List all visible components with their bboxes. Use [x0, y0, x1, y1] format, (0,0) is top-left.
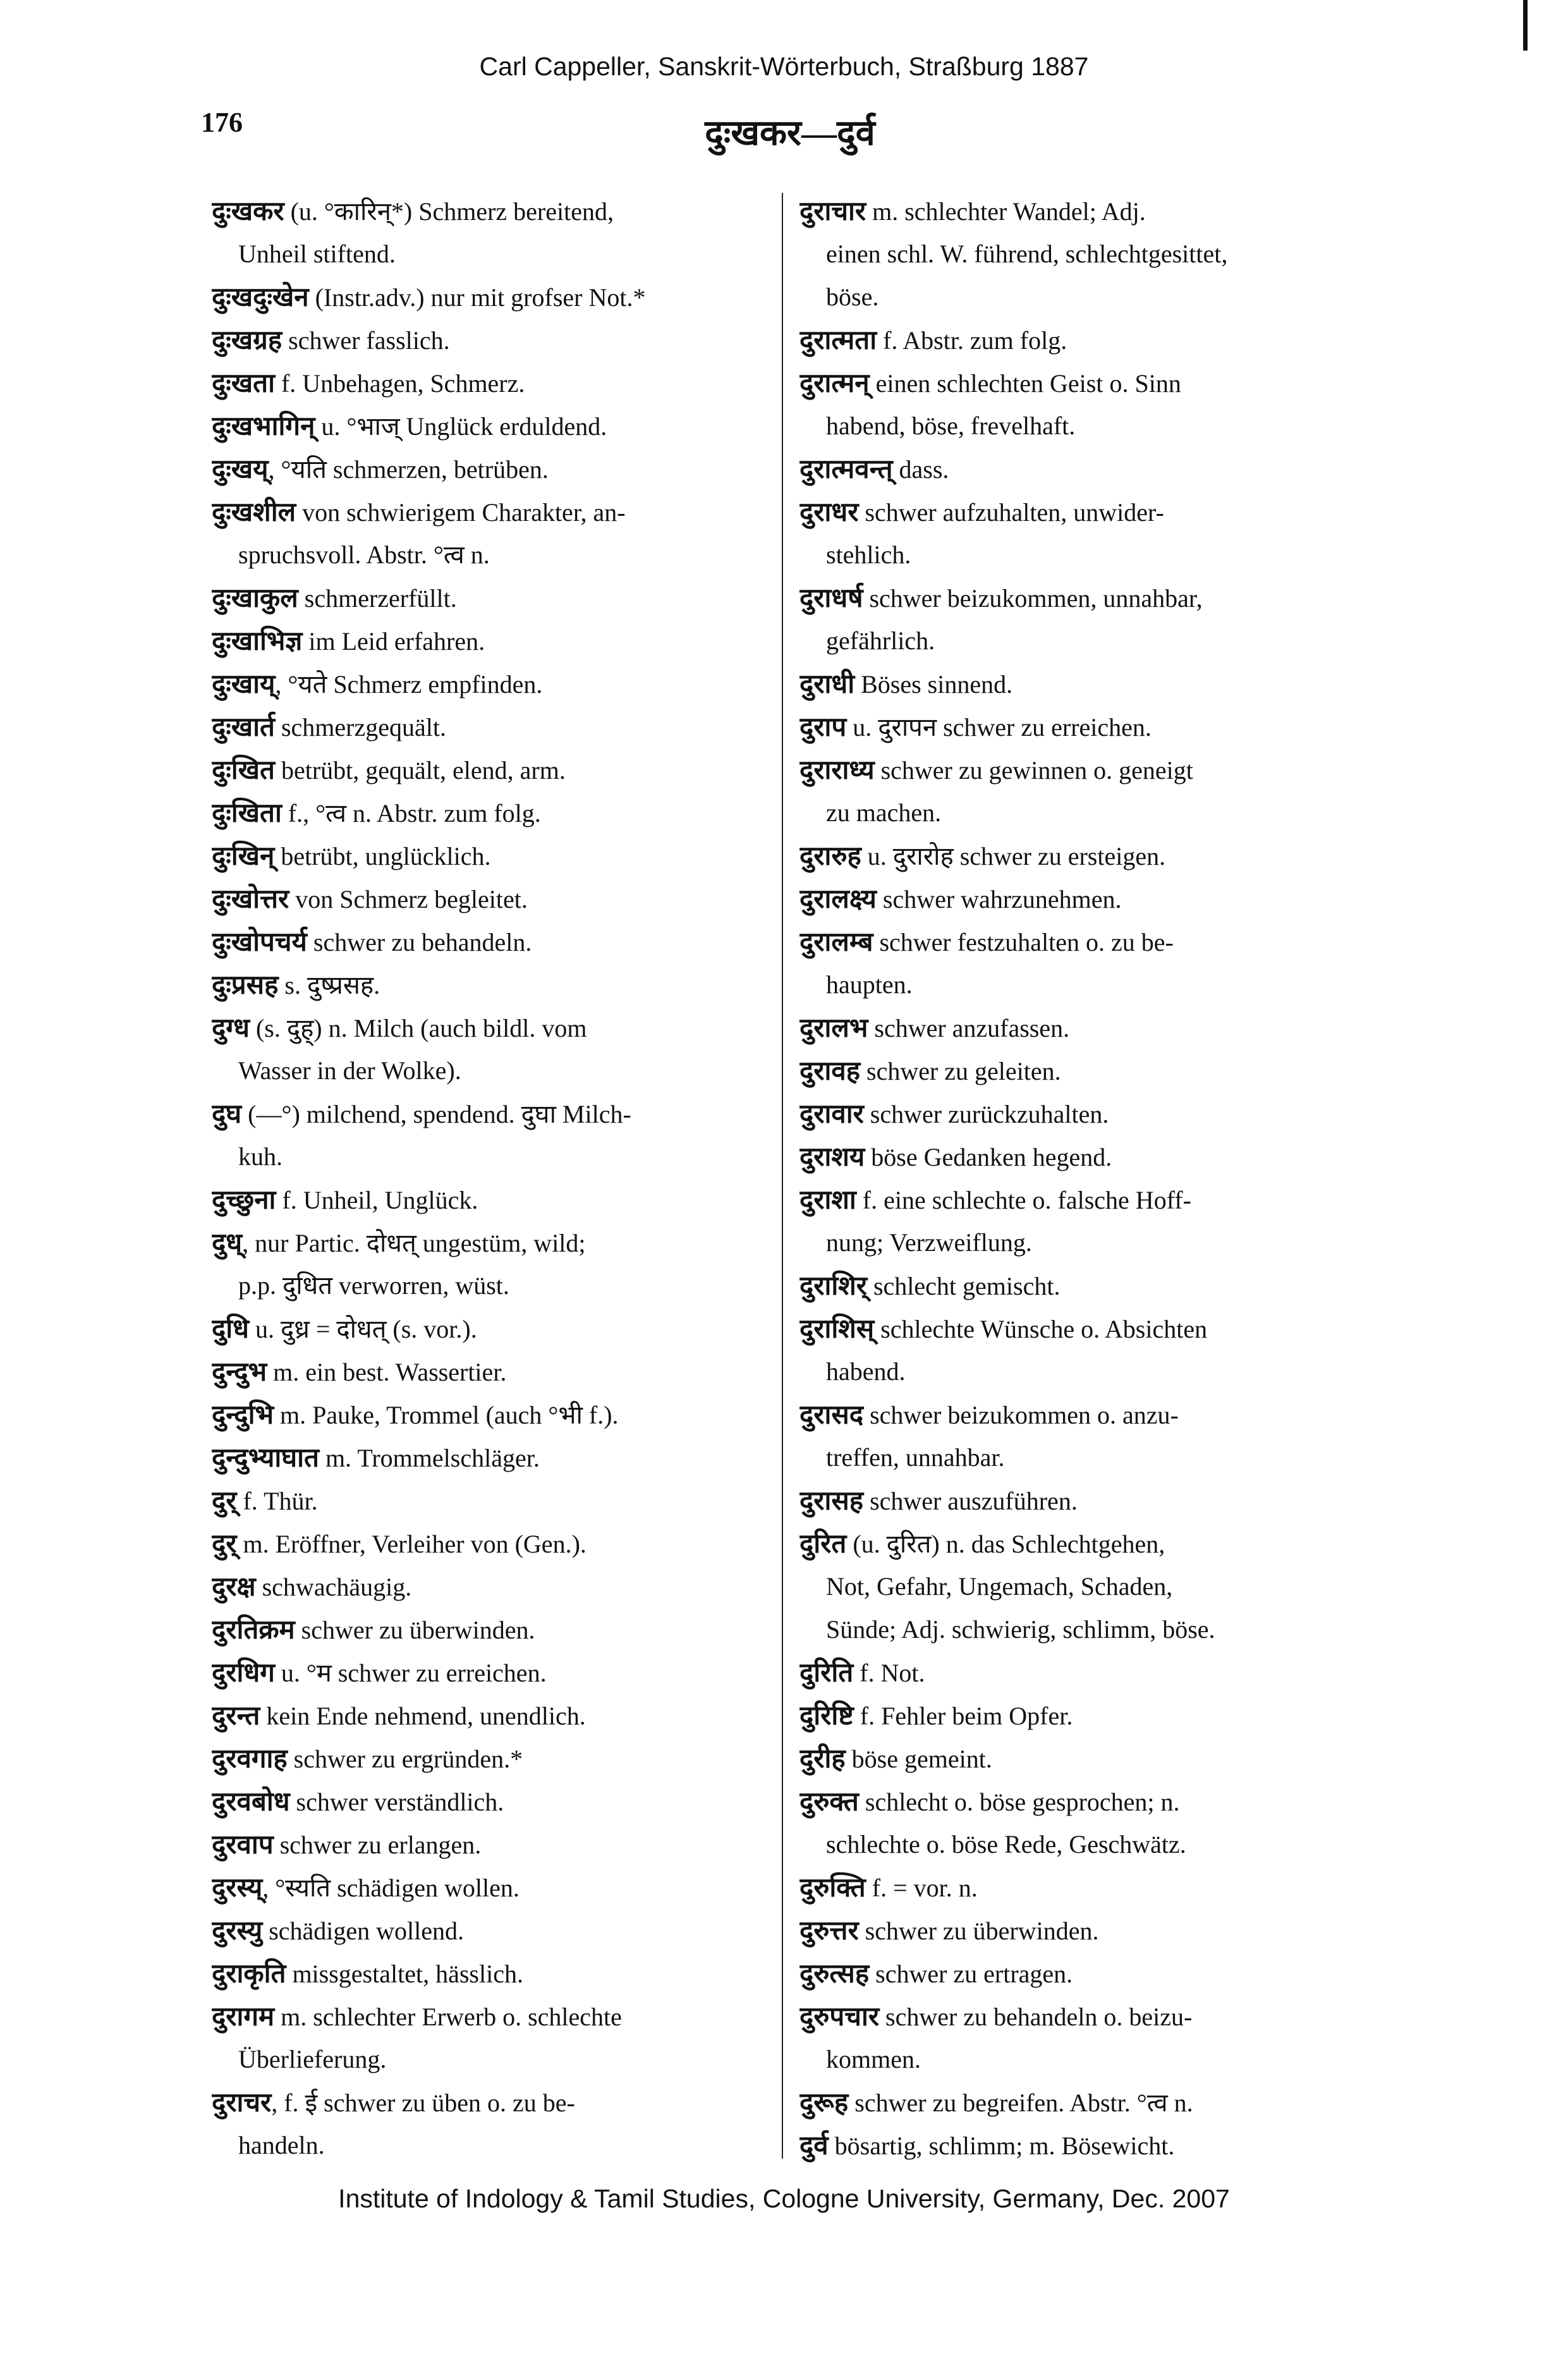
definition-text: schlechte o. böse Rede, Geschwätz. — [826, 1830, 1186, 1858]
headword: दुराराध्य — [799, 754, 875, 785]
headword: दुरस्यु — [212, 1915, 263, 1946]
headword: दुरात्मवन्त् — [799, 453, 893, 484]
dictionary-line — [212, 2081, 777, 2124]
definition-text: missgestaltet, hässlich. — [286, 1960, 523, 1988]
headword: दुराचार — [799, 195, 866, 226]
dictionary-line — [799, 1823, 1365, 1866]
dictionary-line — [212, 491, 777, 534]
definition-text: (u. °कारिन्*) Schmerz bereitend, — [284, 197, 614, 226]
dictionary-line — [212, 1436, 777, 1479]
definition-text: nung; Verzweiflung. — [826, 1228, 1032, 1257]
definition-text: p.p. दुधित verworren, wüst. — [238, 1271, 509, 1300]
dictionary-line — [799, 1952, 1365, 1995]
definition-text: schlecht gemischt. — [866, 1272, 1061, 1300]
definition-text: schwer verständlich. — [289, 1788, 504, 1816]
definition-text: schwer zu überwinden. — [858, 1917, 1099, 1945]
definition-text: u. °म schwer zu erreichen. — [274, 1659, 547, 1687]
definition-text: haupten. — [826, 970, 913, 999]
headword: दुराशिस् — [799, 1313, 875, 1344]
dictionary-line — [799, 448, 1365, 491]
definition-text: schwer zu ertragen. — [869, 1960, 1073, 1988]
headword: दुरक्ष — [212, 1571, 256, 1602]
dictionary-line — [799, 1909, 1365, 1952]
dictionary-line — [212, 1264, 777, 1307]
headword: दुराधी — [799, 668, 855, 699]
dictionary-line — [799, 2124, 1365, 2167]
headword: दुरवबोध — [212, 1786, 290, 1817]
headword: दुन्दुभि — [212, 1399, 274, 1430]
definition-text: gefährlich. — [826, 626, 935, 655]
dictionary-line — [212, 577, 777, 619]
definition-text: kein Ende nehmend, unendlich. — [260, 1702, 586, 1730]
headword: दुःखाय् — [212, 668, 276, 699]
definition-text: habend, böse, frevelhaft. — [826, 412, 1076, 440]
dictionary-line — [212, 2124, 777, 2167]
dictionary-line — [799, 1479, 1365, 1522]
dictionary-line — [212, 1307, 777, 1350]
dictionary-line — [212, 1737, 777, 1780]
dictionary-line — [799, 276, 1365, 319]
definition-text: dass. — [892, 455, 949, 484]
definition-text: f. Unbehagen, Schmerz. — [274, 369, 525, 398]
headword: दुरवगाह — [212, 1743, 288, 1774]
definition-text: schlecht o. böse gesprochen; n. — [858, 1788, 1180, 1816]
definition-text: schwachäugig. — [255, 1573, 412, 1601]
dictionary-line — [799, 1221, 1365, 1264]
dictionary-line — [212, 1522, 777, 1565]
dictionary-line — [212, 233, 777, 276]
definition-text: bösartig, schlimm; m. Bösewicht. — [828, 2132, 1175, 2160]
dictionary-line — [799, 534, 1365, 577]
headword: दुरालक्ष्य — [799, 883, 877, 914]
definition-text: kommen. — [826, 2045, 921, 2073]
definition-text: schwer aufzuhalten, unwider- — [858, 498, 1164, 527]
dictionary-line — [799, 1522, 1365, 1565]
headword: दुःप्रसह — [212, 969, 279, 1000]
dictionary-line — [799, 619, 1365, 662]
dictionary-line — [212, 1608, 777, 1651]
definition-text: schwer zu erlangen. — [273, 1831, 482, 1859]
headword: दुरवाप — [212, 1829, 274, 1860]
definition-text: schmerzgequält. — [274, 713, 446, 741]
dictionary-line — [212, 834, 777, 877]
dictionary-line — [212, 1178, 777, 1221]
definition-text: f. Abstr. zum folg. — [877, 326, 1067, 355]
headword: दुरावार — [799, 1098, 864, 1129]
dictionary-line — [799, 748, 1365, 791]
definition-text: , °स्यति schädigen wollen. — [262, 1874, 520, 1902]
headword: दुःखशील — [212, 496, 296, 527]
dictionary-line — [212, 1866, 777, 1909]
dictionary-line — [799, 2038, 1365, 2081]
headword: दुरारुह — [799, 840, 861, 871]
dictionary-line — [212, 1823, 777, 1866]
dictionary-line — [212, 1995, 777, 2038]
headword: दुराधर्ष — [799, 582, 863, 613]
headword: दुरीह — [799, 1743, 846, 1774]
headword: दुधि — [212, 1313, 250, 1344]
headword: दुराशा — [799, 1184, 856, 1215]
dictionary-line — [799, 1092, 1365, 1135]
headword: दुरतिक्रम — [212, 1614, 295, 1645]
definition-text: schwer beizukommen, unnahbar, — [863, 584, 1203, 613]
dictionary-line — [212, 1135, 777, 1178]
headword: दुरधिग — [212, 1657, 275, 1688]
definition-text: schwer auszuführen. — [863, 1487, 1078, 1515]
headword: दुरागम — [212, 2001, 275, 2032]
dictionary-line — [212, 1909, 777, 1952]
headword: दुग्ध — [212, 1012, 250, 1043]
definition-text: betrübt, unglücklich. — [274, 842, 491, 870]
headword: दुन्दुभ — [212, 1356, 267, 1387]
right-column — [799, 190, 1365, 2167]
headword: दुच्छुना — [212, 1184, 276, 1215]
definition-text: zu machen. — [826, 798, 942, 827]
dictionary-line — [212, 1092, 777, 1135]
headword: दुःखोत्तर — [212, 883, 289, 914]
dictionary-line — [212, 1221, 777, 1264]
definition-text: f. Unheil, Unglück. — [276, 1186, 478, 1214]
definition-text: böse. — [826, 283, 879, 311]
definition-text: schwer zu behandeln. — [307, 928, 532, 956]
definition-text: (s. दुह्) n. Milch (auch bildl. vom — [249, 1014, 587, 1042]
running-head: दुःखकर—दुर्व — [705, 114, 875, 153]
headword: दुःखभागिन् — [212, 410, 315, 441]
headword: दुरात्मन् — [799, 367, 870, 398]
definition-text: m. schlechter Erwerb o. schlechte — [274, 2003, 622, 2031]
headword: दुघ — [212, 1098, 242, 1129]
definition-text: schädigen wollend. — [262, 1917, 464, 1945]
dictionary-line — [799, 1565, 1365, 1608]
headword: दुःखोपचर्य — [212, 926, 307, 957]
dictionary-line — [799, 1737, 1365, 1780]
definition-text: schwer zu ergründen.* — [287, 1745, 523, 1773]
headword: दुःखता — [212, 367, 275, 398]
definition-text: Böses sinnend. — [854, 670, 1013, 699]
dictionary-line — [799, 1049, 1365, 1092]
definition-text: u. °भाज् Unglück erduldend. — [315, 412, 607, 441]
dictionary-line — [212, 963, 777, 1006]
dictionary-line — [799, 1135, 1365, 1178]
headword: दुरुपचार — [799, 2001, 880, 2032]
headword: दुरुत्तर — [799, 1915, 859, 1946]
definition-text: betrübt, gequält, elend, arm. — [274, 756, 566, 784]
definition-text: s. दुष्प्रसह. — [278, 971, 380, 999]
dictionary-line — [212, 1393, 777, 1436]
dictionary-line — [212, 920, 777, 963]
headword: दुराधर — [799, 496, 859, 527]
definition-text: , °यते Schmerz empfinden. — [275, 670, 543, 699]
definition-text: m. Trommelschläger. — [319, 1444, 540, 1472]
headword: दुःखय् — [212, 453, 269, 484]
dictionary-line — [799, 662, 1365, 705]
headword: दुःखार्त — [212, 711, 275, 742]
dictionary-line — [799, 1780, 1365, 1823]
dictionary-line — [212, 705, 777, 748]
definition-text: m. ein best. Wassertier. — [267, 1358, 507, 1386]
dictionary-line — [799, 920, 1365, 963]
definition-text: treffen, unnahbar. — [826, 1443, 1005, 1472]
definition-text: Sünde; Adj. schwierig, schlimm, böse. — [826, 1615, 1215, 1644]
definition-text: schwer anzufassen. — [868, 1014, 1070, 1042]
headword: दुरिष्टि — [799, 1700, 854, 1731]
headword: दुरालम्ब — [799, 926, 873, 957]
definition-text: im Leid erfahren. — [302, 627, 485, 656]
headword: दुरिति — [799, 1657, 854, 1688]
dictionary-line — [799, 1651, 1365, 1694]
left-column — [212, 190, 777, 2167]
headword: दुर् — [212, 1528, 237, 1559]
headword: दुःखाकुल — [212, 582, 298, 613]
headword: दुराप — [799, 711, 847, 742]
definition-text: stehlich. — [826, 540, 911, 569]
definition-text: schwer fasslich. — [282, 326, 450, 355]
dictionary-line — [212, 276, 777, 319]
definition-text: schwer zu überwinden. — [295, 1616, 535, 1644]
dictionary-line — [799, 1694, 1365, 1737]
dictionary-line — [212, 1479, 777, 1522]
definition-text: , nur Partic. दोधत् ungestüm, wild; — [242, 1229, 586, 1257]
dictionary-line — [799, 190, 1365, 233]
headword: दुर्व — [799, 2130, 829, 2161]
headword: दुराशय — [799, 1141, 865, 1172]
footer-note: Institute of Indology & Tamil Studies, Cologne University, Germany, Dec. 2007 — [338, 2184, 1230, 2213]
definition-text: (u. दुरित) n. das Schlechtgehen, — [846, 1530, 1165, 1558]
definition-text: schwer zu gewinnen o. geneigt — [874, 756, 1193, 784]
dictionary-line — [799, 1178, 1365, 1221]
definition-text: m. Eröffner, Verleiher von (Gen.). — [236, 1530, 586, 1558]
definition-text: (—°) milchend, spendend. दुघा Milch- — [241, 1100, 631, 1128]
headword: दुराकृति — [212, 1958, 286, 1989]
dictionary-line — [799, 233, 1365, 276]
definition-text: u. दुरापन schwer zu erreichen. — [846, 713, 1152, 741]
headword: दुरुक्ति — [799, 1872, 866, 1903]
dictionary-line — [799, 1350, 1365, 1393]
dictionary-line — [212, 448, 777, 491]
headword: दुःखाभिज्ञ — [212, 625, 303, 656]
dictionary-line — [799, 1006, 1365, 1049]
headword: दुरालभ — [799, 1012, 868, 1043]
definition-text: u. दुरारोह schwer zu ersteigen. — [861, 842, 1166, 870]
headword: दुःखदुःखेन — [212, 281, 309, 312]
definition-text: schwer wahrzunehmen. — [876, 885, 1122, 913]
dictionary-line — [799, 1393, 1365, 1436]
definition-text: schlechte Wünsche o. Absichten — [874, 1315, 1208, 1343]
headword: दुरूह — [799, 2087, 849, 2118]
dictionary-line — [212, 1952, 777, 1995]
dictionary-line — [212, 362, 777, 405]
dictionary-line — [212, 1049, 777, 1092]
dictionary-line — [799, 2081, 1365, 2124]
dictionary-line — [212, 1006, 777, 1049]
page-number: 176 — [201, 107, 243, 138]
headword: दुरुत्सह — [799, 1958, 870, 1989]
dictionary-line — [212, 1694, 777, 1737]
dictionary-line — [799, 834, 1365, 877]
headword: दुःखिता — [212, 797, 282, 828]
dictionary-line — [799, 963, 1365, 1006]
headword: दुःखग्रह — [212, 324, 283, 355]
dictionary-line — [799, 319, 1365, 362]
definition-text: spruchsvoll. Abstr. °त्व n. — [238, 540, 490, 569]
definition-text: f. = vor. n. — [865, 1874, 978, 1902]
definition-text: einen schl. W. führend, schlechtgesittet, — [826, 240, 1228, 268]
headword: दुरासद — [799, 1399, 864, 1430]
dictionary-line — [799, 1866, 1365, 1909]
headword: दुर् — [212, 1485, 237, 1516]
dictionary-line — [212, 1780, 777, 1823]
dictionary-line — [212, 2038, 777, 2081]
column-divider — [782, 193, 783, 2159]
headword: दुरस्य् — [212, 1872, 263, 1903]
definition-text: schwer beizukommen o. anzu- — [863, 1401, 1179, 1429]
dictionary-line — [799, 1264, 1365, 1307]
definition-text: u. दुध्र = दोधत् (s. vor.). — [249, 1315, 477, 1343]
headword: दुरासह — [799, 1485, 864, 1516]
definition-text: f. Thür. — [236, 1487, 318, 1515]
headword: दुःखित — [212, 754, 275, 785]
definition-text: Unheil stiftend. — [238, 240, 396, 268]
definition-text: , f. ई schwer zu üben o. zu be- — [271, 2089, 575, 2117]
definition-text: schwer festzuhalten o. zu be- — [873, 928, 1174, 956]
definition-text: kuh. — [238, 1142, 283, 1171]
dictionary-line — [799, 362, 1365, 405]
dictionary-line — [799, 1995, 1365, 2038]
definition-text: böse Gedanken hegend. — [865, 1143, 1112, 1171]
headword: दुराचर — [212, 2087, 272, 2118]
headword: दुरुक्त — [799, 1786, 859, 1817]
headword: दुःखकर — [212, 195, 284, 226]
headword: दुध् — [212, 1227, 243, 1258]
headword: दुरात्मता — [799, 324, 877, 355]
definition-text: schmerzerfüllt. — [298, 584, 457, 613]
definition-text: böse gemeint. — [845, 1745, 992, 1773]
dictionary-line — [212, 619, 777, 662]
definition-text: schwer zurückzuhalten. — [863, 1100, 1109, 1128]
dictionary-line — [212, 1651, 777, 1694]
dictionary-line — [799, 705, 1365, 748]
definition-text: m. Pauke, Trommel (auch °भी f.). — [274, 1401, 619, 1429]
definition-text: f. Fehler beim Opfer. — [853, 1702, 1073, 1730]
definition-text: f. Not. — [853, 1659, 925, 1687]
dictionary-line — [799, 1608, 1365, 1651]
definition-text: f. eine schlechte o. falsche Hoff- — [856, 1186, 1191, 1214]
definition-text: von Schmerz begleitet. — [289, 885, 528, 913]
source-note: Carl Cappeller, Sanskrit-Wörterbuch, Straßburg 1887 — [479, 52, 1089, 81]
headword: दुःखिन् — [212, 840, 275, 871]
definition-text: , °यति schmerzen, betrüben. — [268, 455, 549, 484]
dictionary-line — [799, 791, 1365, 834]
dictionary-line — [212, 319, 777, 362]
dictionary-line — [799, 1436, 1365, 1479]
definition-text: einen schlechten Geist o. Sinn — [869, 369, 1181, 398]
dictionary-line — [212, 662, 777, 705]
definition-text: Not, Gefahr, Ungemach, Schaden, — [826, 1572, 1173, 1601]
dictionary-line — [212, 748, 777, 791]
dictionary-line — [212, 405, 777, 448]
definition-text: von schwierigem Charakter, an- — [296, 498, 626, 527]
dictionary-line — [799, 491, 1365, 534]
definition-text: f., °त्व n. Abstr. zum folg. — [281, 799, 541, 827]
dictionary-line — [799, 877, 1365, 920]
headword: दुरित — [799, 1528, 847, 1559]
definition-text: schwer zu behandeln o. beizu- — [879, 2003, 1193, 2031]
dictionary-line — [212, 1565, 777, 1608]
page-edge-bar — [1523, 0, 1528, 51]
headword: दुरावह — [799, 1055, 861, 1086]
definition-text: Wasser in der Wolke). — [238, 1056, 461, 1085]
dictionary-line — [212, 190, 777, 233]
headword: दुन्दुभ्याघात — [212, 1442, 319, 1473]
dictionary-line — [212, 791, 777, 834]
definition-text: Überlieferung. — [238, 2045, 387, 2073]
dictionary-line — [212, 1350, 777, 1393]
definition-text: handeln. — [238, 2131, 325, 2159]
dictionary-line — [212, 534, 777, 577]
headword: दुरन्त — [212, 1700, 260, 1731]
dictionary-line — [212, 877, 777, 920]
dictionary-line — [799, 1307, 1365, 1350]
definition-text: m. schlechter Wandel; Adj. — [866, 197, 1146, 226]
definition-text: (Instr.adv.) nur mit grofser Not.* — [308, 283, 646, 312]
definition-text: schwer zu begreifen. Abstr. °त्व n. — [848, 2089, 1193, 2117]
headword: दुराशिर् — [799, 1270, 867, 1301]
definition-text: habend. — [826, 1357, 906, 1386]
dictionary-line — [799, 577, 1365, 619]
definition-text: schwer zu geleiten. — [860, 1057, 1061, 1085]
dictionary-line — [799, 405, 1365, 448]
